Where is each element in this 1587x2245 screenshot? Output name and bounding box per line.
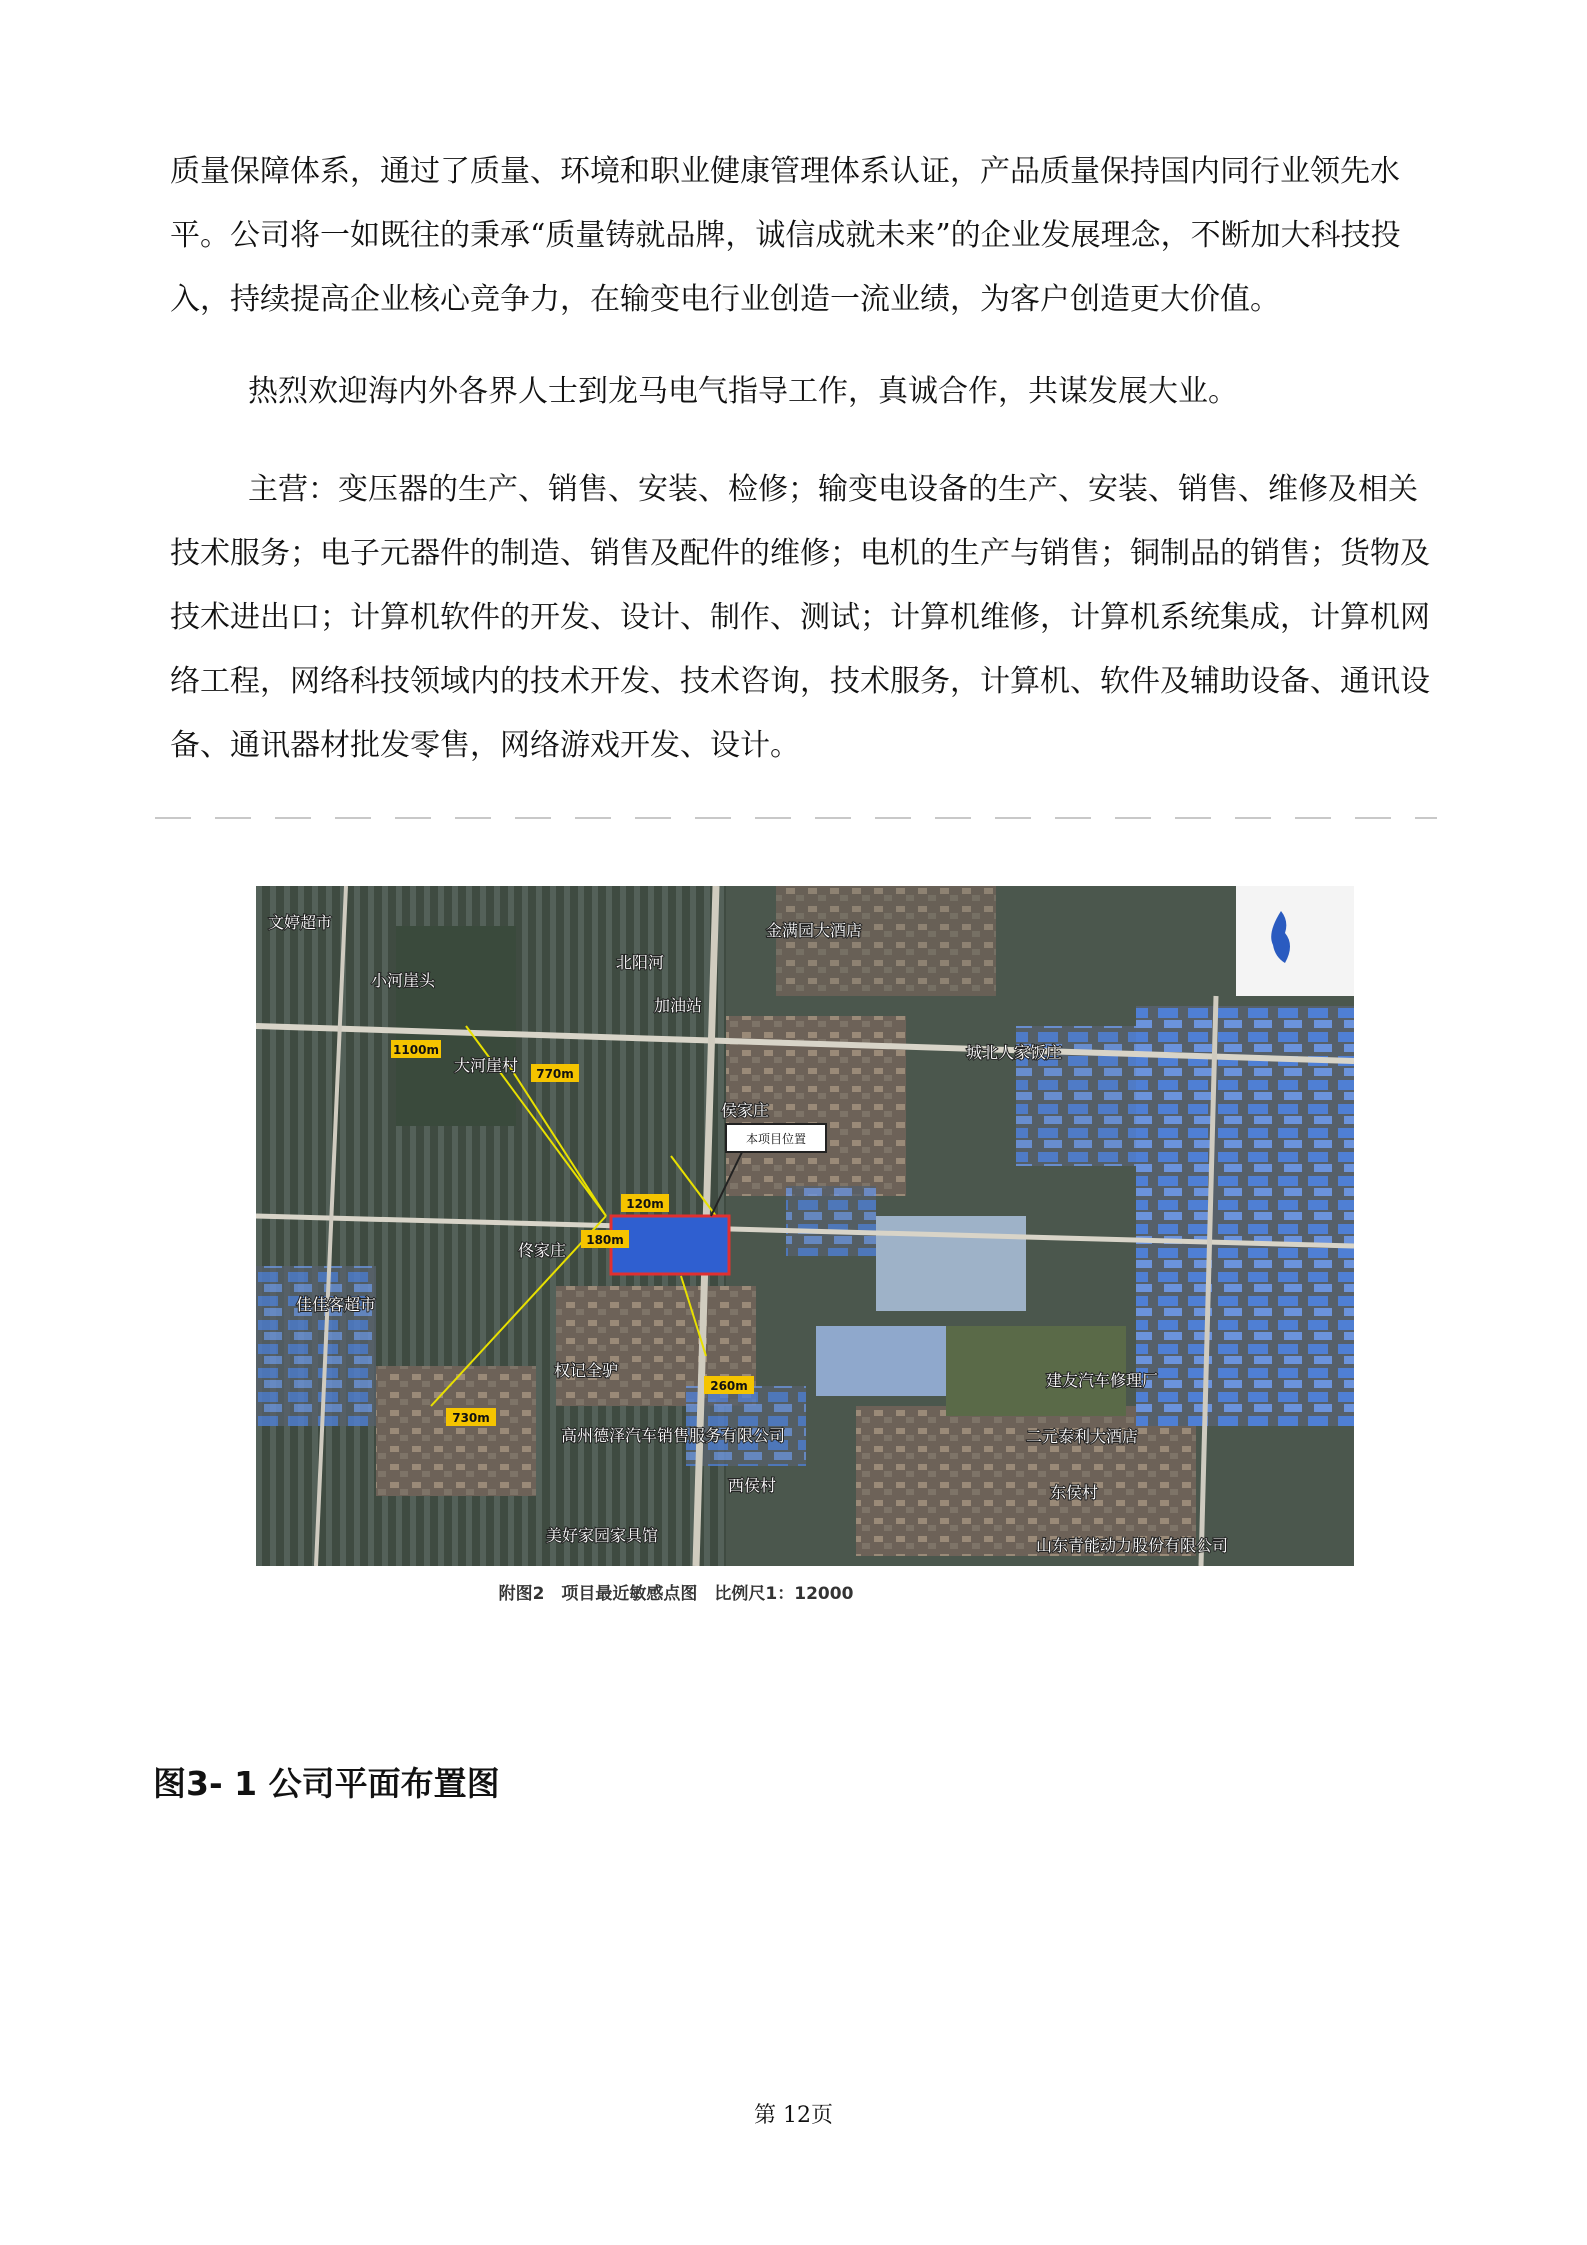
place-label: 东侯村 <box>1050 1483 1099 1502</box>
place-label: 北阳河 <box>616 953 665 972</box>
distance-label: 260m <box>710 1379 748 1393</box>
figure-title: 图3- 1 公司平面布置图 <box>153 1764 500 1803</box>
figure-caption: 附图2 项目最近敏感点图 比例尺1：12000 <box>498 1584 854 1604</box>
body-paragraph-2: 热烈欢迎海内外各界人士到龙马电气指导工作，真诚合作，共谋发展大业。 <box>248 374 1238 409</box>
distance-label: 730m <box>452 1411 490 1425</box>
place-label: 城北人家饭庄 <box>966 1043 1063 1062</box>
scan-dash-divider <box>150 806 1440 824</box>
place-label: 权记全驴 <box>554 1361 619 1380</box>
place-label: 美好家园家具馆 <box>546 1526 659 1545</box>
body-paragraph-3: 主营：变压器的生产、销售、安装、检修；输变电设备的生产、安装、销售、维修及相关技术服务；电子元器件的制造、销售及配件的维修；电机的生产与销售；铜制品的销售；货物及技术进出口；计算机软件的开发、设计、制作、测试；计算机维修，计算机系统集成，计算机网络工程，网络科技领域内的技术开发、技术咨询，技术服务，计算机、软件及辅助设备、通讯设备、通讯器材批发零售，网络游戏开发、设计。 <box>170 472 1430 763</box>
place-label: 二元泰利大酒店 <box>1026 1427 1139 1446</box>
place-label: 加油站 <box>654 996 703 1015</box>
place-label: 侯家庄 <box>721 1101 770 1120</box>
place-label: 山东青能动力股份有限公司 <box>1036 1536 1229 1555</box>
place-label: 西侯村 <box>728 1476 777 1495</box>
place-label: 金满园大酒店 <box>766 921 863 940</box>
distance-label: 1100m <box>393 1043 439 1057</box>
distance-label: 180m <box>586 1233 624 1247</box>
satellite-map <box>256 886 1354 1566</box>
place-label: 文婷超市 <box>268 913 333 932</box>
place-label: 建友汽车修理厂 <box>1046 1371 1159 1390</box>
body-paragraph-1: 质量保障体系，通过了质量、环境和职业健康管理体系认证，产品质量保持国内同行业领先水平。公司将一如既往的秉承“质量铸就品牌，诚信成就未来”的企业发展理念，不断加大科技投入，持续提高企业核心竞争力，在输变电行业创造一流业绩，为客户创造更大价值。 <box>170 154 1401 317</box>
distance-label: 120m <box>626 1197 664 1211</box>
place-label: 小河崖头 <box>371 971 436 990</box>
place-label: 大河崖村 <box>454 1056 519 1075</box>
place-label: 佳佳客超市 <box>296 1295 377 1314</box>
satellite-map-figure <box>256 886 1354 1566</box>
project-location-callout: 本项目位置 <box>745 1132 807 1146</box>
place-label: 高州德泽汽车销售服务有限公司 <box>561 1426 786 1445</box>
place-label: 佟家庄 <box>518 1241 567 1260</box>
distance-label: 770m <box>536 1067 574 1081</box>
page-number: 第 12页 <box>754 2103 833 2128</box>
